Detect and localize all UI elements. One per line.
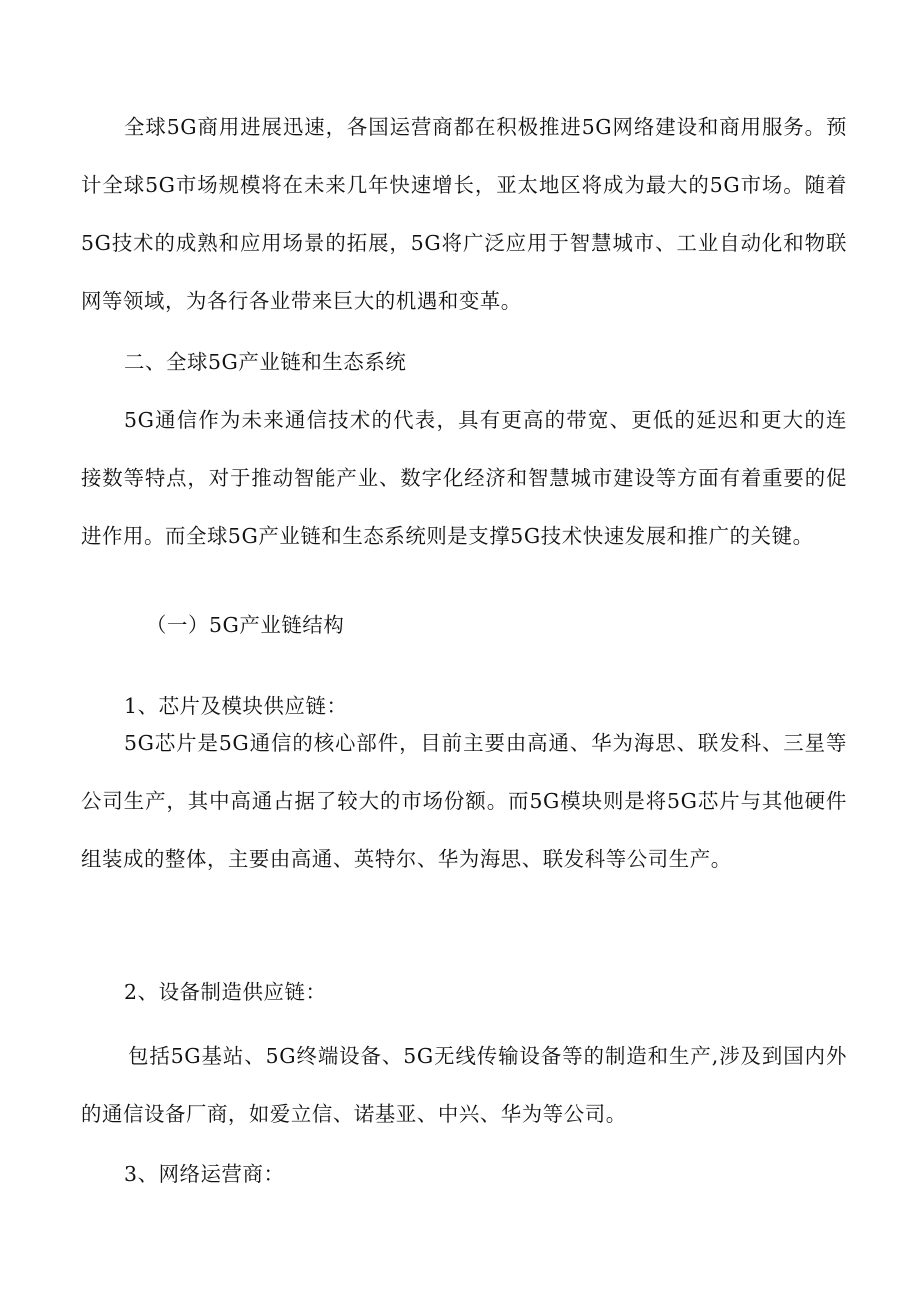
paragraph-chip-module: 5G芯片是5G通信的核心部件，目前主要由高通、华为海思、联发科、三星等公司生产，其中高通占据了较大的市场份额。而5G模块则是将5G芯片与其他硬件组装成的整体，主要由高通、英特尔、华为海思、联发科等公司生产。 [81, 731, 847, 871]
subsection-heading-chain-structure: （一）5G产业链结构 [146, 613, 345, 637]
item-heading-equipment-manufacturing: 2、设备制造供应链： [124, 980, 327, 1004]
item-heading-chip-module: 1、芯片及模块供应链： [124, 694, 348, 718]
item-heading-network-operators: 3、网络运营商： [124, 1162, 285, 1186]
paragraph-5g-commercial-progress: 全球5G商用进展迅速，各国运营商都在积极推进5G网络建设和商用服务。预计全球5G市场规模将在未来几年快速增长，亚太地区将成为最大的5G市场。随着5G技术的成熟和应用场景的拓展，5G将广泛应用于智慧城市、工业自动化和物联网等领域，为各行各业带来巨大的机遇和变革。 [81, 115, 847, 313]
section-heading-industry-chain: 二、全球5G产业链和生态系统 [124, 350, 407, 374]
paragraph-equipment-manufacturing: 包括5G基站、5G终端设备、5G无线传输设备等的制造和生产,涉及到国内外的通信设备厂商，如爱立信、诺基亚、中兴、华为等公司。 [81, 1044, 847, 1126]
paragraph-5g-features: 5G通信作为未来通信技术的代表，具有更高的带宽、更低的延迟和更大的连接数等特点，对于推动智能产业、数字化经济和智慧城市建设等方面有着重要的促进作用。而全球5G产业链和生态系统则是支撑5G技术快速发展和推广的关键。 [81, 408, 847, 548]
